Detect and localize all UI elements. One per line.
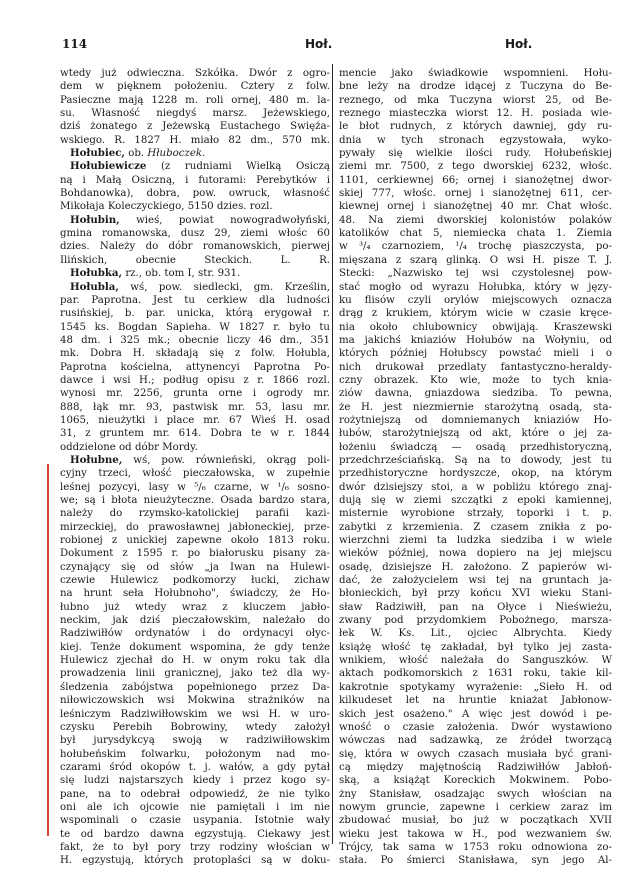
line-text: że H. jest niezmiernie starożytną osadą, sta- — [339, 401, 612, 413]
line-text: oddzielone od dóbr Mordy. — [60, 441, 198, 453]
line-text: błonieckich, był przy końcu XVI wieku Stani- — [339, 588, 612, 600]
column-divider — [332, 64, 333, 844]
line-text: robionej z unickiej zapewne około 1813 roku. — [60, 535, 330, 547]
text-line — [339, 94, 612, 107]
text-line — [339, 507, 612, 520]
line-text: cą między majętnością Radziwiłłów Jabłoń- — [339, 761, 612, 773]
line-text: 888, łąk mr. 93, pastwisk mr. 53, lasu mr. — [60, 401, 330, 413]
line-text: mk. Dobra H. składają się z folw. Hołubla, — [60, 348, 330, 360]
line-text: prowadzenia linii granicznej, jako też dla wy- — [60, 668, 330, 680]
line-text: wś, pow. siedlecki, gm. Krześlin, — [118, 281, 330, 293]
line-text: cyjny trzeci, włość pieczałowska, w zupełnie — [60, 468, 330, 480]
page-number: 114 — [62, 37, 88, 51]
line-text: leśniczym Radziwiłłowskim we wsi H. w uro- — [60, 708, 330, 720]
text-line — [339, 454, 612, 467]
line-text: czysku Perebih Bobrowiny, wtedy założył — [60, 721, 330, 733]
line-text: ziemi mr. 7500, z tego dworskiej 6232, włośc. — [339, 161, 612, 173]
line-text: na hrunt seła Hołubnoho", świadczy, że Ho- — [60, 588, 330, 600]
line-text: skiej 777, włośc. ornej i sianożętnej 611, cer- — [339, 188, 612, 200]
text-line — [339, 734, 612, 747]
text-line — [339, 721, 612, 734]
line-text: ma jakichś kniaziów Hołubów na Wołyniu, od — [339, 334, 612, 346]
text-line — [339, 654, 612, 667]
line-text: rożytniejszą od domniemanych kniaziów Ho- — [339, 414, 612, 426]
text-line — [60, 361, 330, 374]
text-line — [60, 494, 330, 507]
line-text: kiewnej ornej i sianożętnej 40 mr. Chat włośc. — [339, 201, 612, 213]
line-text: czewie Hulewicz podkomorzy łucki, zichaw — [60, 575, 330, 587]
line-text: w ³/₄ czarnoziem, ¹/₄ trochę piaszczysta, po- — [339, 241, 612, 253]
line-text: bne leży na drodze idącej z Tuczyna do Be- — [339, 81, 612, 93]
line-text: zwany pod przydomkiem Pobożnego, marsza- — [339, 615, 612, 627]
text-line — [339, 494, 612, 507]
line-text: łubno już wtedy wraz z kluczem jabło- — [60, 601, 330, 613]
text-line — [339, 587, 612, 600]
text-line — [339, 174, 612, 187]
text-line — [339, 361, 612, 374]
text-line — [339, 281, 612, 294]
line-text: su. Własność niegdyś marsz. Jeżewskiego, — [60, 108, 330, 120]
line-text: ską, a książąt Koreckich Mokwinem. Pobo- — [339, 775, 612, 787]
text-line — [60, 681, 330, 694]
text-line — [339, 120, 612, 133]
line-text: mirzeckiej, do prawosławnej jabłoneckiej, prze- — [60, 521, 330, 533]
text-line — [60, 441, 330, 454]
left-column — [60, 67, 330, 868]
line-text: wspominali o czasie usypania. Istotnie wały — [60, 815, 330, 827]
line-text: 1065, nieużytki i place mr. 67 Wieś H. osad — [60, 414, 330, 426]
text-line — [339, 761, 612, 774]
text-line — [60, 254, 330, 267]
text-line — [339, 614, 612, 627]
line-text: Pasieczne mają 1228 m. roli ornej, 480 m. la- — [60, 94, 330, 106]
line-text: zabytki z krzemienia. Z czasem znikła z po- — [339, 521, 612, 533]
line-text: hołubeńskim folwarku, położonym nad mo- — [60, 748, 330, 760]
text-line — [339, 160, 612, 173]
line-text: oni ale ich ojcowie nie pamiętali i im nie — [60, 801, 330, 813]
line-text: reznego, od mka Tuczyna wiorst 25, od Be- — [339, 94, 612, 106]
text-line — [339, 534, 612, 547]
text-line — [339, 467, 612, 480]
text-line — [60, 708, 330, 721]
line-text: 1101, cerkiewnej 66; ornej i sianożętnej dwor- — [339, 174, 612, 186]
text-line — [339, 748, 612, 761]
line-text: wność o czasie założenia. Dwór wystawiono — [339, 721, 612, 733]
line-text: czynający się od słów „ja Iwan na Hulewi- — [60, 561, 330, 573]
text-line — [60, 601, 330, 614]
entry-headword: Hołubla, — [70, 280, 119, 293]
text-line — [60, 267, 330, 280]
text-line — [60, 107, 330, 120]
line-text: się ludzi najstarszych kiedy i przez kogo sy- — [60, 775, 330, 787]
text-line — [60, 574, 330, 587]
text-line — [60, 307, 330, 320]
text-line — [339, 107, 612, 120]
text-line — [339, 401, 612, 414]
line-text: nowym gruncie, zapewne i cerkiew zaraz im — [339, 801, 612, 813]
text-line — [60, 414, 330, 427]
line-text: dem w pięknem położeniu. Cztery z folw. — [60, 81, 330, 93]
text-line — [339, 214, 612, 227]
text-line — [60, 174, 330, 187]
line-text: wieku jest takowa w H., pod wezwaniem św. — [339, 828, 612, 840]
text-line — [60, 521, 330, 534]
line-text: aktach podkomorskich z 1631 roku, takie kil- — [339, 668, 612, 680]
line-text: mięszana z szarą glinką. O wsi H. pisze T. J. — [339, 254, 612, 266]
text-line — [339, 80, 612, 93]
text-line — [339, 774, 612, 787]
text-line — [60, 547, 330, 560]
text-line — [60, 561, 330, 574]
line-text: kilkudeset let na hruntie kniażat Jabłonow- — [339, 695, 612, 707]
entry-headword: Hołubne, — [70, 453, 123, 466]
entry-headword: Hołubka, — [70, 267, 123, 280]
line-text: Trójcy, tak sama w 1753 roku odnowiona zo- — [339, 841, 612, 853]
line-text: łożeniu świadczą — osadą przedhistoryczną, — [339, 441, 612, 453]
line-text: czny obrazek. Kto wie, może to tych knia- — [339, 374, 612, 386]
text-line — [339, 134, 612, 147]
line-text: 31, z gruntem mr. 614. Dobra te w r. 1844 — [60, 428, 330, 440]
line-text: ną i Małą Osiczną, i futorami: Perebytków i — [60, 174, 330, 186]
text-line — [60, 147, 330, 160]
line-text: stać mogło od wyrazu Hołubka, który w języ- — [339, 281, 612, 293]
line-text: we; są i błota nieużyteczne. Osada bardzo stara, — [60, 495, 330, 506]
text-line — [339, 641, 612, 654]
text-line — [339, 254, 612, 267]
text-line — [60, 67, 330, 80]
line-text: H. egzystują, których protoplaści są w doku- — [60, 855, 330, 867]
text-line — [60, 200, 330, 213]
text-line — [60, 387, 330, 400]
text-line — [339, 547, 612, 560]
line-text: był jurysdykcyą swoją w radziwiłłowskim — [60, 735, 330, 747]
text-line — [60, 187, 330, 200]
line-text: Dokument z 1595 r. po białorusku pisany za- — [60, 548, 330, 560]
text-line — [339, 227, 612, 240]
right-column — [339, 67, 612, 868]
line-text: reznego miasteczka wiorst 12. H. posiada wie- — [339, 108, 612, 120]
text-line — [339, 67, 612, 80]
text-line — [60, 801, 330, 814]
line-text: Radziwiłłów ordynatów i do ordynacyi ołyc- — [60, 628, 330, 640]
text-line — [60, 507, 330, 520]
line-text: kakrotnie spotykamy wyrażenie: „Sieło H. od — [339, 681, 612, 693]
text-line — [60, 240, 330, 253]
line-text: wynosi mr. 2256, grunta orne i ogrody mr. — [60, 388, 330, 400]
text-line — [339, 334, 612, 347]
entry-headword: Hołubiec, — [70, 147, 125, 160]
line-text: katolików chat 5, niemiecka chata 1. Ziemia — [339, 228, 612, 240]
text-line — [339, 427, 612, 440]
line-text: ziów dawna, gniazdowa siedziba. To pewna, — [339, 388, 612, 400]
line-text: należy do rzymsko-katolickiej parafii kazi- — [60, 508, 330, 520]
text-line — [339, 267, 612, 280]
line-text: dziś żonatego z Jeżewską Eustachego Swięża- — [60, 121, 330, 133]
line-text: sław Radziwiłł, pan na Ołyce i Nieświeżu, — [339, 601, 612, 613]
text-line — [339, 694, 612, 707]
line-text: rz., ob. tom I, str. 931. — [122, 268, 241, 280]
text-line — [60, 120, 330, 133]
text-line — [339, 854, 612, 867]
line-text: pywały się wielkie ilości rudy. Hołubeńskiej — [339, 148, 612, 160]
line-text: Paprotna kościelna, attynencyi Paprotna Po- — [60, 361, 330, 373]
line-text: zbudować musiał, bo już w początkach XVII — [339, 815, 612, 827]
line-text: pane, na to odebrał odpowiedź, że nie tylko — [60, 788, 330, 800]
line-text: wieś, powiat nowogradwołyński, — [119, 214, 330, 226]
text-line — [60, 627, 330, 640]
text-line — [60, 134, 330, 147]
text-line — [60, 467, 330, 480]
text-line — [339, 441, 612, 454]
line-text: 48 dm. i 325 mk.; obecnie liczy 46 dm., 351 — [60, 334, 330, 346]
line-text: gmina romanowska, dusz 29, ziemi włośc 60 — [60, 228, 330, 240]
text-line — [339, 200, 612, 213]
line-text: Ilińskich, obecnie Steckich. L. R. — [60, 254, 330, 266]
line-text: te od bardzo dawna egzystują. Ciekawy jest — [60, 828, 330, 840]
text-line — [60, 401, 330, 414]
text-line — [60, 587, 330, 600]
text-line — [60, 721, 330, 734]
line-text: rusińskiej, b. par. unicka, którą erygował r. — [60, 308, 330, 320]
line-text: mencie jako świadkowie wspomnieni. Hołu- — [339, 68, 612, 79]
line-text: dują się w ziemi szczątki z epoki kamiennej, — [339, 495, 612, 506]
text-line — [339, 321, 612, 334]
text-line — [339, 374, 612, 387]
line-text: Mikołaja Koleczyckiego, 5150 dzies. rozl. — [60, 201, 273, 213]
text-line — [339, 347, 612, 360]
line-text: wtedy już odwieczna. Szkółka. Dwór z ogro- — [60, 68, 330, 79]
line-text: par. Paprotna. Jest tu cerkiew dla ludności — [60, 294, 330, 306]
text-line — [60, 854, 330, 867]
line-text: stała. Po śmierci Stanisława, syn jego Al- — [339, 855, 612, 867]
text-line — [339, 387, 612, 400]
text-line — [339, 601, 612, 614]
margin-highlight-mark — [47, 464, 49, 836]
line-text: nich drukował przedlaty fantastyczno-heraldy- — [339, 361, 612, 373]
text-line — [60, 748, 330, 761]
entry-headword: Hołubiewicze — [70, 160, 147, 173]
line-text: wieków później, nowa dopiero na jej miejscu — [339, 548, 612, 560]
line-text: leśnej pozycyi, lasy w ⁵/₆ czarne, w ¹/₆ sosno- — [60, 481, 330, 493]
text-line — [339, 414, 612, 427]
text-line — [60, 654, 330, 667]
text-line — [60, 321, 330, 334]
line-text: łubów, starożytniejszą od akt, które o jej za- — [339, 428, 612, 440]
text-line — [339, 788, 612, 801]
text-line — [339, 841, 612, 854]
line-text: drąg z krukiem, którym wicie w czasie kręce- — [339, 308, 612, 320]
text-line — [60, 667, 330, 680]
line-text: się, która w owych czasach musiała być grani- — [339, 748, 612, 760]
line-text: neckim, jak dziś pieczałowskim, należało do — [60, 615, 330, 627]
line-text: wskiego. R. 1827 H. miało 82 dm., 570 mk. — [60, 134, 330, 146]
text-line — [60, 814, 330, 827]
line-text: książę włość tę zakładał, był tylko jej zasta- — [339, 641, 612, 653]
line-text: dwór dzisiejszy stoi, a w pobliżu którego znaj- — [339, 481, 612, 493]
text-line — [60, 534, 330, 547]
text-line — [60, 160, 330, 173]
text-line — [60, 80, 330, 93]
line-text: Hulewicz zjechał do H. w onym roku tak dla — [60, 655, 330, 667]
text-line — [60, 641, 330, 654]
text-line — [60, 841, 330, 854]
line-text: wierzchni ziemi ta ludzka siedziba i w wiele — [339, 535, 612, 547]
text-line — [60, 694, 330, 707]
text-line — [60, 427, 330, 440]
text-line — [339, 667, 612, 680]
line-text: ku flisów czyli orylów miejscowych oznacza — [339, 294, 612, 306]
text-line — [339, 681, 612, 694]
text-line — [339, 481, 612, 494]
text-line — [60, 828, 330, 841]
line-text: przedhistoryczne hordyszcze, okop, na którym — [339, 468, 612, 480]
line-text: dzies. Należy do dóbr romanowskich, pierwej — [60, 241, 330, 253]
text-line — [339, 561, 612, 574]
line-text: łek W. Ks. Lit., ojciec Albrychta. Kiedy — [339, 628, 612, 640]
line-text: 48. Na ziemi dworskiej kolonistów polaków — [339, 214, 612, 226]
line-text: dać, że założycielem wsi tej na gruntach ja- — [339, 575, 612, 587]
text-line — [60, 334, 330, 347]
line-text: śledzenia zabójstwa popełnionego przez Da- — [60, 681, 330, 693]
italic-text: Hłuboczek. — [147, 148, 206, 160]
text-line — [60, 774, 330, 787]
text-line — [60, 761, 330, 774]
line-text: ob. — [124, 148, 148, 160]
line-text: 1545 ks. Bogdan Sapieha. W 1827 r. było tu — [60, 321, 330, 333]
text-line — [60, 214, 330, 227]
text-line — [60, 734, 330, 747]
text-line — [60, 614, 330, 627]
text-line — [60, 281, 330, 294]
line-text: czarami śród okopów t. j. wałów, a gdy pytał — [60, 761, 330, 773]
line-text: osadę, dzisiejsze H. założono. Z papierów wi- — [339, 561, 612, 573]
text-line — [339, 294, 612, 307]
text-line — [60, 294, 330, 307]
text-line — [339, 187, 612, 200]
line-text: wnikiem, włość należała do Sanguszków. W — [339, 655, 612, 667]
line-text: fakt, że to był pory trzy rodziny włościan w — [60, 841, 330, 853]
line-text: których później Hołubscy powstać mieli i o — [339, 348, 612, 360]
text-line — [339, 708, 612, 721]
text-line — [60, 481, 330, 494]
running-head-right: Hoł. — [505, 37, 533, 51]
line-text: przedchrześciańską. Są na to dowody, jest tu — [339, 454, 612, 466]
text-line — [60, 788, 330, 801]
line-text: wówczas nad sadzawką, ze źródeł tworzącą — [339, 735, 612, 747]
line-text: le błot rudnych, z których dawniej, gdy ru- — [339, 121, 612, 133]
text-line — [60, 454, 330, 467]
line-text: kiej. Tenże dokument wspomina, że gdy tenże — [60, 641, 330, 653]
text-line — [339, 814, 612, 827]
line-text: niłowiczowskich wsi Mokwina strażników na — [60, 695, 330, 707]
text-line — [339, 627, 612, 640]
line-text: wś, pow. równieński, okrąg poli- — [122, 454, 330, 466]
text-line — [60, 374, 330, 387]
line-text: skich jest osażeno." A więc jest dowód i pe- — [339, 708, 612, 720]
text-line — [339, 307, 612, 320]
line-text: misternie wyrobione strzały, toporki i t. p. — [339, 508, 612, 520]
line-text: dnia w tych stronach egzystowała, wyko- — [339, 134, 612, 146]
entry-headword: Hołubin, — [70, 213, 120, 226]
text-line — [339, 240, 612, 253]
running-head-left: Hoł. — [305, 37, 333, 51]
line-text: dawce i wsi H.; podług opisu z r. 1866 rozl. — [60, 374, 330, 386]
line-text: żny Stanisław, osadzając swych włościan na — [339, 788, 612, 800]
text-line — [339, 828, 612, 841]
text-line — [60, 94, 330, 107]
text-line — [339, 801, 612, 814]
line-text: (z rudniami Wielką Osiczą — [146, 161, 330, 173]
text-line — [339, 147, 612, 160]
text-line — [339, 574, 612, 587]
line-text: nia około chlubownicy obwijają. Kraszewski — [339, 321, 612, 333]
text-line — [60, 227, 330, 240]
line-text: Bohdanowka), dobra, pow. owruck, własność — [60, 188, 330, 200]
text-line — [60, 347, 330, 360]
line-text: Stecki: „Nazwisko tej wsi czystolesnej pow- — [339, 268, 612, 280]
text-line — [339, 521, 612, 534]
